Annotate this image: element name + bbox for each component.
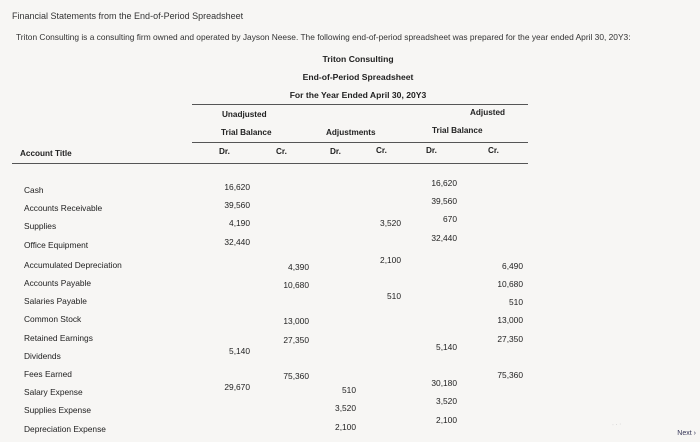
adjusted-dr-header: Dr. <box>426 146 437 155</box>
amount-j-dr: 3,520 <box>436 396 457 407</box>
amount-j-dr: 16,620 <box>431 178 457 188</box>
footer-watermark: · · · <box>611 421 622 429</box>
account-title: Accounts Receivable <box>24 203 103 214</box>
header-rule-bottom <box>12 163 528 164</box>
amount-u-dr: 5,140 <box>229 345 250 356</box>
account-title: Fees Earned <box>24 369 72 379</box>
account-title: Retained Earnings <box>24 332 93 343</box>
amount-a-cr: 2,100 <box>380 254 401 265</box>
account-title-header: Account Title <box>20 149 72 158</box>
next-label: Next <box>677 430 692 437</box>
adjusted-cr-header: Cr. <box>488 146 499 155</box>
adjusted-trial-balance-header: Trial Balance <box>432 126 483 135</box>
company-name: Triton Consulting <box>322 54 394 64</box>
account-title: Dividends <box>24 350 61 361</box>
adj-dr-header: Dr. <box>330 147 341 156</box>
unadj-dr-header: Dr. <box>219 147 230 156</box>
sheet-name: End-of-Period Spreadsheet <box>302 72 414 82</box>
unadj-cr-header: Cr. <box>276 147 287 156</box>
amount-u-cr: 13,000 <box>283 316 309 327</box>
period-line: For the Year Ended April 30, 20Y3 <box>289 90 427 100</box>
next-arrow-icon: › <box>693 430 696 437</box>
amount-u-cr: 4,390 <box>288 261 309 272</box>
amount-a-cr: 3,520 <box>380 218 401 229</box>
amount-u-dr: 39,560 <box>224 200 250 211</box>
adjusted-header: Adjusted <box>470 108 506 117</box>
amount-j-cr: 10,680 <box>497 279 523 289</box>
account-title: Cash <box>24 185 44 195</box>
account-title: Salaries Payable <box>24 296 87 307</box>
header-rule-mid <box>192 142 528 143</box>
amount-j-dr: 30,180 <box>431 378 457 389</box>
account-title: Salary Expense <box>24 387 83 398</box>
amount-j-cr: 27,350 <box>497 333 523 344</box>
amount-a-dr: 3,520 <box>335 403 356 414</box>
page-heading: Financial Statements from the End-of-Period Spreadsheet <box>12 11 244 21</box>
amount-u-dr: 16,620 <box>224 182 250 192</box>
amount-j-dr: 670 <box>443 214 457 225</box>
adj-cr-header: Cr. <box>376 146 387 155</box>
amount-j-cr: 510 <box>509 297 523 308</box>
account-title: Supplies Expense <box>24 405 92 416</box>
amount-j-dr: 39,560 <box>431 196 457 207</box>
amount-u-dr: 32,440 <box>224 236 250 247</box>
amount-u-cr: 75,360 <box>283 371 309 381</box>
next-button[interactable] <box>668 430 696 440</box>
amount-j-dr: 5,140 <box>436 341 457 352</box>
amount-u-cr: 10,680 <box>283 280 309 290</box>
amount-u-dr: 4,190 <box>229 218 250 229</box>
amount-a-dr: 510 <box>342 385 356 396</box>
problem-intro: Triton Consulting is a consulting firm owned and operated by Jayson Neese. The following end-of-period spreadsheet was prepared for the year ended April 30, 20Y3: <box>16 32 631 42</box>
amount-j-dr: 32,440 <box>431 232 457 243</box>
adjustments-header: Adjustments <box>326 128 376 137</box>
account-title: Accumulated Depreciation <box>24 259 122 270</box>
account-title: Depreciation Expense <box>24 423 106 434</box>
account-title: Common Stock <box>24 314 82 325</box>
amount-j-cr: 13,000 <box>497 315 523 326</box>
amount-u-cr: 27,350 <box>283 334 309 345</box>
account-title: Office Equipment <box>24 239 89 250</box>
trial-balance-header: Trial Balance <box>221 128 272 137</box>
amount-j-cr: 6,490 <box>502 260 523 271</box>
amount-a-cr: 510 <box>387 291 401 302</box>
unadjusted-header: Unadjusted <box>222 110 267 119</box>
account-title: Accounts Payable <box>24 278 92 288</box>
account-title: Supplies <box>24 221 57 232</box>
amount-j-cr: 75,360 <box>497 370 523 380</box>
header-rule-top <box>192 104 528 105</box>
amount-a-dr: 2,100 <box>335 421 356 432</box>
amount-u-dr: 29,670 <box>224 382 250 393</box>
amount-j-dr: 2,100 <box>436 414 457 425</box>
